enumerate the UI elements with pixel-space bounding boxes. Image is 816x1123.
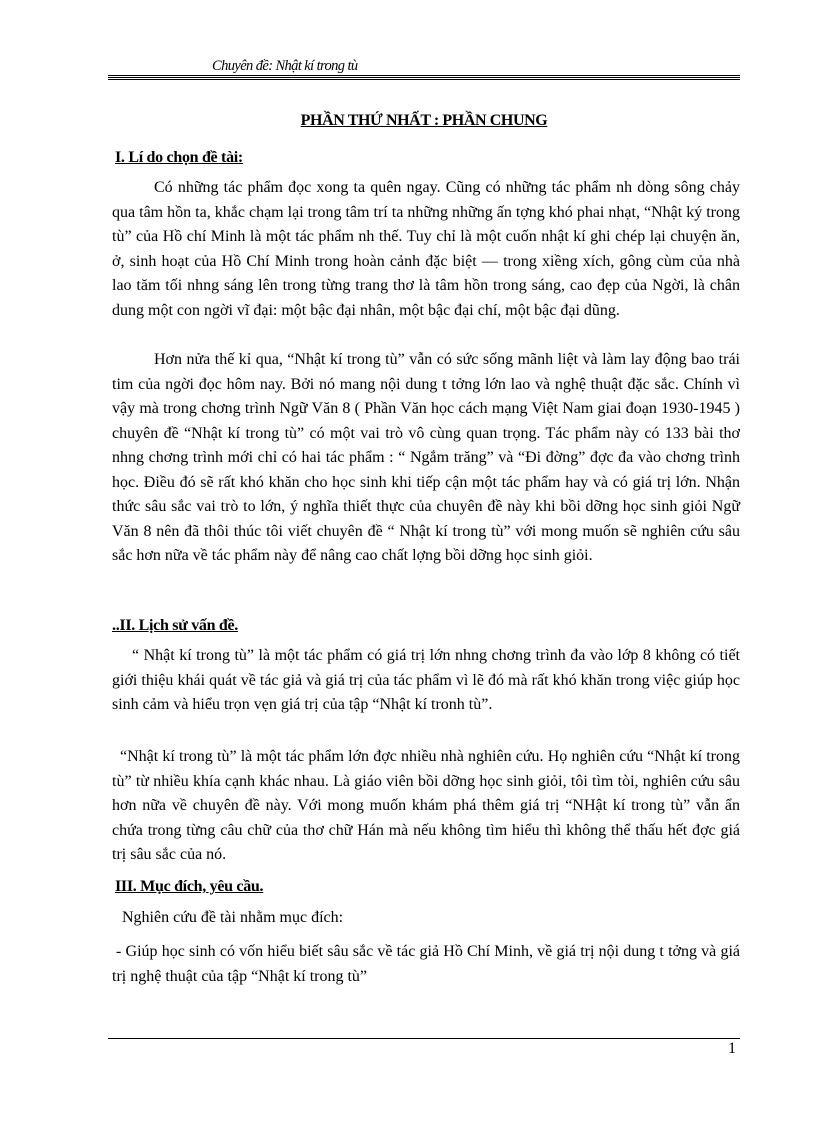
section-heading-history: ..II. Lịch sử vấn đề. <box>112 617 238 634</box>
paragraph: Nghiên cứu đề tài nhằm mục đích: <box>122 909 344 926</box>
paragraph: Hơn nửa thế kỉ qua, “Nhật kí trong tù” vẫn có sức sống mãnh liệt và làm lay động bao trái tim của ngời đọc hôm nay. Bởi nó mang nội dung t tởng lớn lao và nghệ thuật đặc sắc. Chính vì vậy mà trong chơng trình Ngữ Văn 8 ( Phần Văn học cách mạng Việt Nam giai đoạn 1930-1945 ) chuyên đề “Nhật kí trong tù” có một vai trò vô cùng quan trọng. Tác phẩm này có 133 bài thơ nhng chơng trình mới chỉ có hai tác phẩm : “ Ngắm trăng” và “Đi đờng” đợc đa vào chơng trình học. Điều đó sẽ rất khó khăn cho học sinh khi tiếp cận một tác phẩm hay và có giá trị lớn. Nhận thức sâu sắc vai trò to lớn, ý nghĩa thiết thực của chuyên đề này khi bồi dỡng học sinh giỏi Ngữ Văn 8 nên đã thôi thúc tôi viết chuyên đề “ Nhật kí trong tù” với mong muốn sẽ nghiên cứu sâu sắc hơn nữa về tác phẩm này để nâng cao chất lợng bồi dỡng học sinh giỏi. <box>112 351 740 564</box>
page-number: 1 <box>728 1040 736 1057</box>
page-heading: PHẦN THỨ NHẤT : PHẦN CHUNG <box>300 112 548 129</box>
header-title: Chuyên đề: Nhật kí trong tù <box>212 58 358 74</box>
header-rule <box>108 75 740 80</box>
section-heading-reason: I. Lí do chọn đề tài: <box>115 149 243 166</box>
paragraph: “ Nhật kí trong tù” là một tác phẩm có giá trị lớn nhng chơng trình đa vào lớp 8 không có tiết giới thiệu khái quát về tác giả và giá trị của tác phẩm vì lẽ đó mà rất khó khăn trong việc giúp học sinh cảm và hiểu trọn vẹn giá trị của tập “Nhật kí tronh tù”. <box>112 647 740 713</box>
paragraph: Có những tác phẩm đọc xong ta quên ngay. Cũng có những tác phẩm nh dòng sông chảy qua tâm hồn ta, khắc chạm lại trong tâm trí ta những những ấn tợng khó phai nhạt, “Nhật ký trong tù” của Hồ chí Minh là một tác phẩm nh thế. Tuy chỉ là một cuốn nhật kí ghi chép lại chuyện ăn, ở, sinh hoạt của Hồ Chí Minh trong hoàn cảnh đặc biệt — trong xiềng xích, gông cùm của nhà lao tăm tối nhng sáng lên trong từng trang thơ là tâm hồn trong sáng, cao đẹp của Ngời, là chân dung một con ngời vĩ đại: một bậc đại nhân, một bậc đại chí, một bậc đại dũng. <box>112 179 740 319</box>
paragraph: “Nhật kí trong tù” là một tác phẩm lớn đợc nhiều nhà nghiên cứu. Họ nghiên cứu “Nhật kí trong tù” từ nhiều khía cạnh khác nhau. Là giáo viên bồi dỡng học sinh giỏi, tôi tìm tòi, nghiên cứu sâu hơn nữa về chuyên đề này. Với mong muốn khám phá thêm giá trị “NHật kí trong tù” vẫn ẩn chứa trong từng câu chữ của thơ chữ Hán mà nếu không tìm hiểu thì không thể thấu hết đợc giá trị sâu sắc của nó. <box>112 748 740 863</box>
paragraph: - Giúp học sinh có vốn hiểu biết sâu sắc về tác giả Hồ Chí Minh, về giá trị nội dung t tởng và giá trị nghệ thuật của tập “Nhật kí trong tù” <box>112 943 740 985</box>
footer-rule <box>108 1038 740 1039</box>
section-heading-purpose: III. Mục đích, yêu cầu. <box>115 878 264 895</box>
